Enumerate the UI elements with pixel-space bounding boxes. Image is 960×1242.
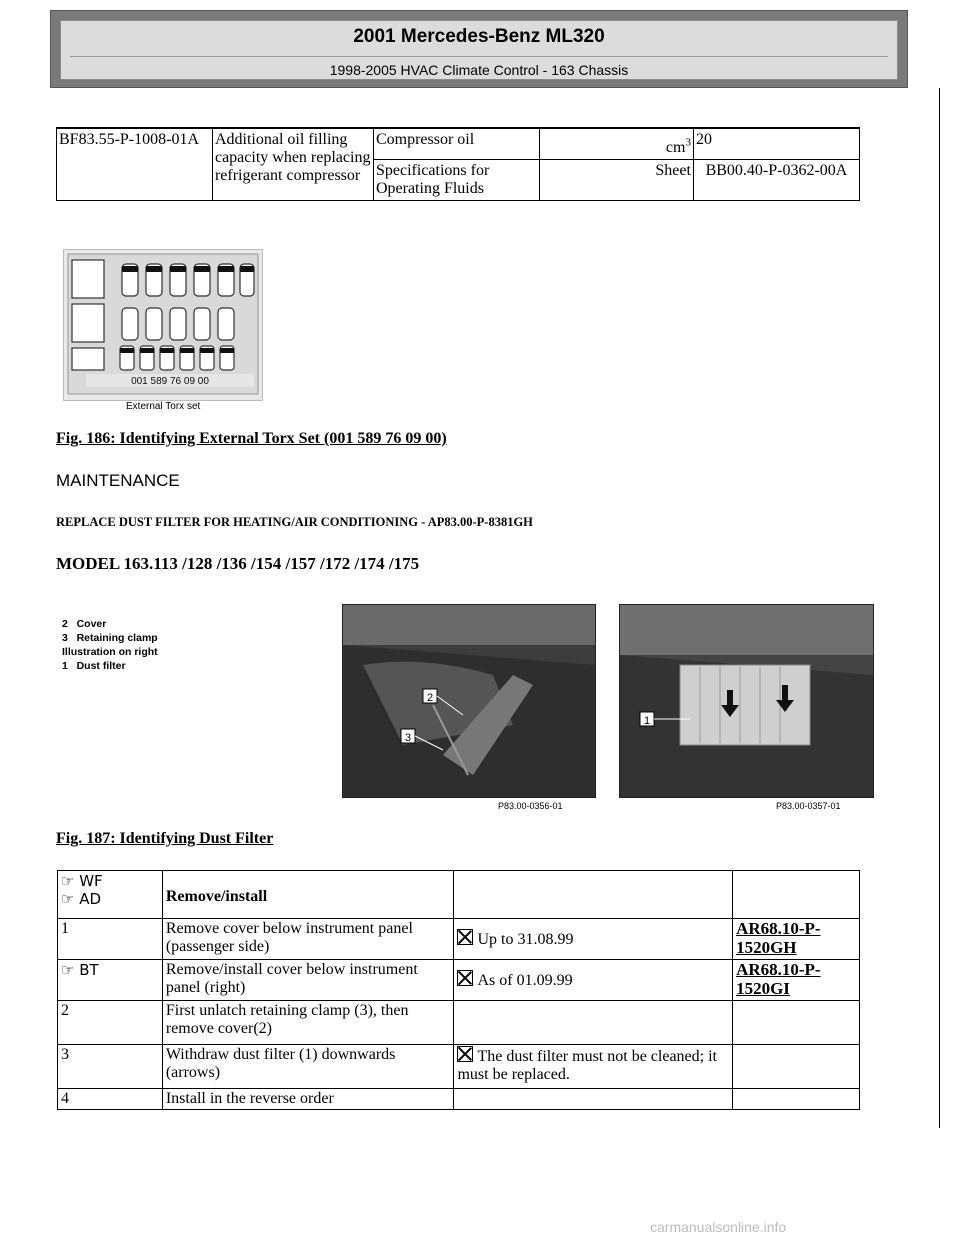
step-note: As of 01.09.99 xyxy=(454,960,733,1001)
dust-filter-photo-right xyxy=(619,604,874,798)
figure-186-caption: Fig. 186: Identifying External Torx Set (001 589 76 09 00) xyxy=(56,430,447,447)
step-number: 2 xyxy=(58,1001,163,1045)
figure-187-caption: Fig. 187: Identifying Dust Filter xyxy=(56,830,274,847)
step-text: First unlatch retaining clamp (3), then remove cover(2) xyxy=(162,1001,454,1045)
model-heading: MODEL 163.113 /128 /136 /154 /157 /172 /174 /175 xyxy=(56,554,420,573)
header-empty-note xyxy=(454,871,733,919)
torx-set-drawing xyxy=(64,250,262,400)
header-remove-install: Remove/install xyxy=(162,871,454,919)
torx-set-image xyxy=(63,249,263,401)
step-text: Withdraw dust filter (1) downwards (arrows) xyxy=(162,1045,454,1089)
step-note-empty xyxy=(454,1089,733,1110)
section-heading-maintenance: MAINTENANCE xyxy=(56,471,180,490)
page-edge-line xyxy=(939,88,940,1128)
spec-table xyxy=(56,127,860,201)
callout-2: 2 xyxy=(426,692,434,704)
legend-cover: 2 Cover xyxy=(62,618,107,630)
steps-table xyxy=(57,870,860,1110)
document-title: 2001 Mercedes-Benz ML320 xyxy=(353,26,605,47)
torx-part-number: 001 589 76 09 00 xyxy=(131,376,209,387)
spec-description: Additional oil filling capacity when replacing refrigerant compressor xyxy=(212,128,373,201)
watermark: carmanualsonline.info xyxy=(650,1219,787,1235)
legend-retaining-clamp: 3 Retaining clamp xyxy=(62,632,158,644)
spec-item-compressor-oil: Compressor oil xyxy=(373,128,539,160)
callout-1: 1 xyxy=(643,715,651,727)
step-note-empty xyxy=(454,1001,733,1045)
callout-3: 3 xyxy=(404,732,412,744)
x-box-icon xyxy=(457,970,473,986)
photo-left-code: P83.00-0356-01 xyxy=(498,801,563,811)
dust-filter-photo-left xyxy=(342,604,596,798)
step-ref-empty xyxy=(733,1089,860,1110)
step-text: Remove/install cover below instrument panel (right) xyxy=(162,960,454,1001)
hand-icon-ad: ☞ AD xyxy=(61,890,102,908)
step-icon-bt: ☞ BT xyxy=(58,960,163,1001)
step-ref-link[interactable]: AR68.10-P-1520GI xyxy=(733,960,860,1001)
x-box-icon xyxy=(457,1046,473,1062)
step-text: Remove cover below instrument panel (passenger side) xyxy=(162,919,454,960)
document-subtitle: 1998-2005 HVAC Climate Control - 163 Chassis xyxy=(329,62,629,78)
header-icon-cell xyxy=(58,871,163,919)
spec-item-operating-fluids: Specifications for Operating Fluids xyxy=(373,160,539,201)
spec-unit-cm3: $cm^3$ xyxy=(540,128,694,160)
spec-code: BF83.55-P-1008-01A xyxy=(57,128,213,201)
header-empty-ref xyxy=(733,871,860,919)
step-number: 3 xyxy=(58,1045,163,1089)
step-ref-empty xyxy=(733,1001,860,1045)
photo-right-drawing xyxy=(620,605,873,797)
photo-right-code: P83.00-0357-01 xyxy=(776,801,841,811)
procedure-heading: REPLACE DUST FILTER FOR HEATING/AIR CONDITIONING - AP83.00-P-8381GH xyxy=(56,515,533,529)
torx-image-label: External Torx set xyxy=(126,401,201,412)
step-ref-empty xyxy=(733,1045,860,1089)
photo-left-drawing xyxy=(343,605,595,797)
step-note: Up to 31.08.99 xyxy=(454,919,733,960)
legend-dust-filter: 1 Dust filter xyxy=(62,660,126,672)
step-note: The dust filter must not be cleaned; it must be replaced. xyxy=(454,1045,733,1089)
spec-unit-sheet: Sheet xyxy=(540,160,694,201)
figure-187-legend xyxy=(62,617,158,673)
spec-value-20: 20 xyxy=(693,128,859,160)
step-ref-link[interactable]: AR68.10-P-1520GH xyxy=(733,919,860,960)
step-text: Install in the reverse order xyxy=(162,1089,454,1110)
spec-value-sheet: BB00.40-P-0362-00A xyxy=(693,160,859,201)
legend-illustration-note: Illustration on right xyxy=(62,646,158,658)
step-number: 1 xyxy=(58,919,163,960)
x-box-icon xyxy=(457,929,473,945)
hand-icon-wf: ☞ WF xyxy=(61,872,103,890)
step-number: 4 xyxy=(58,1089,163,1110)
